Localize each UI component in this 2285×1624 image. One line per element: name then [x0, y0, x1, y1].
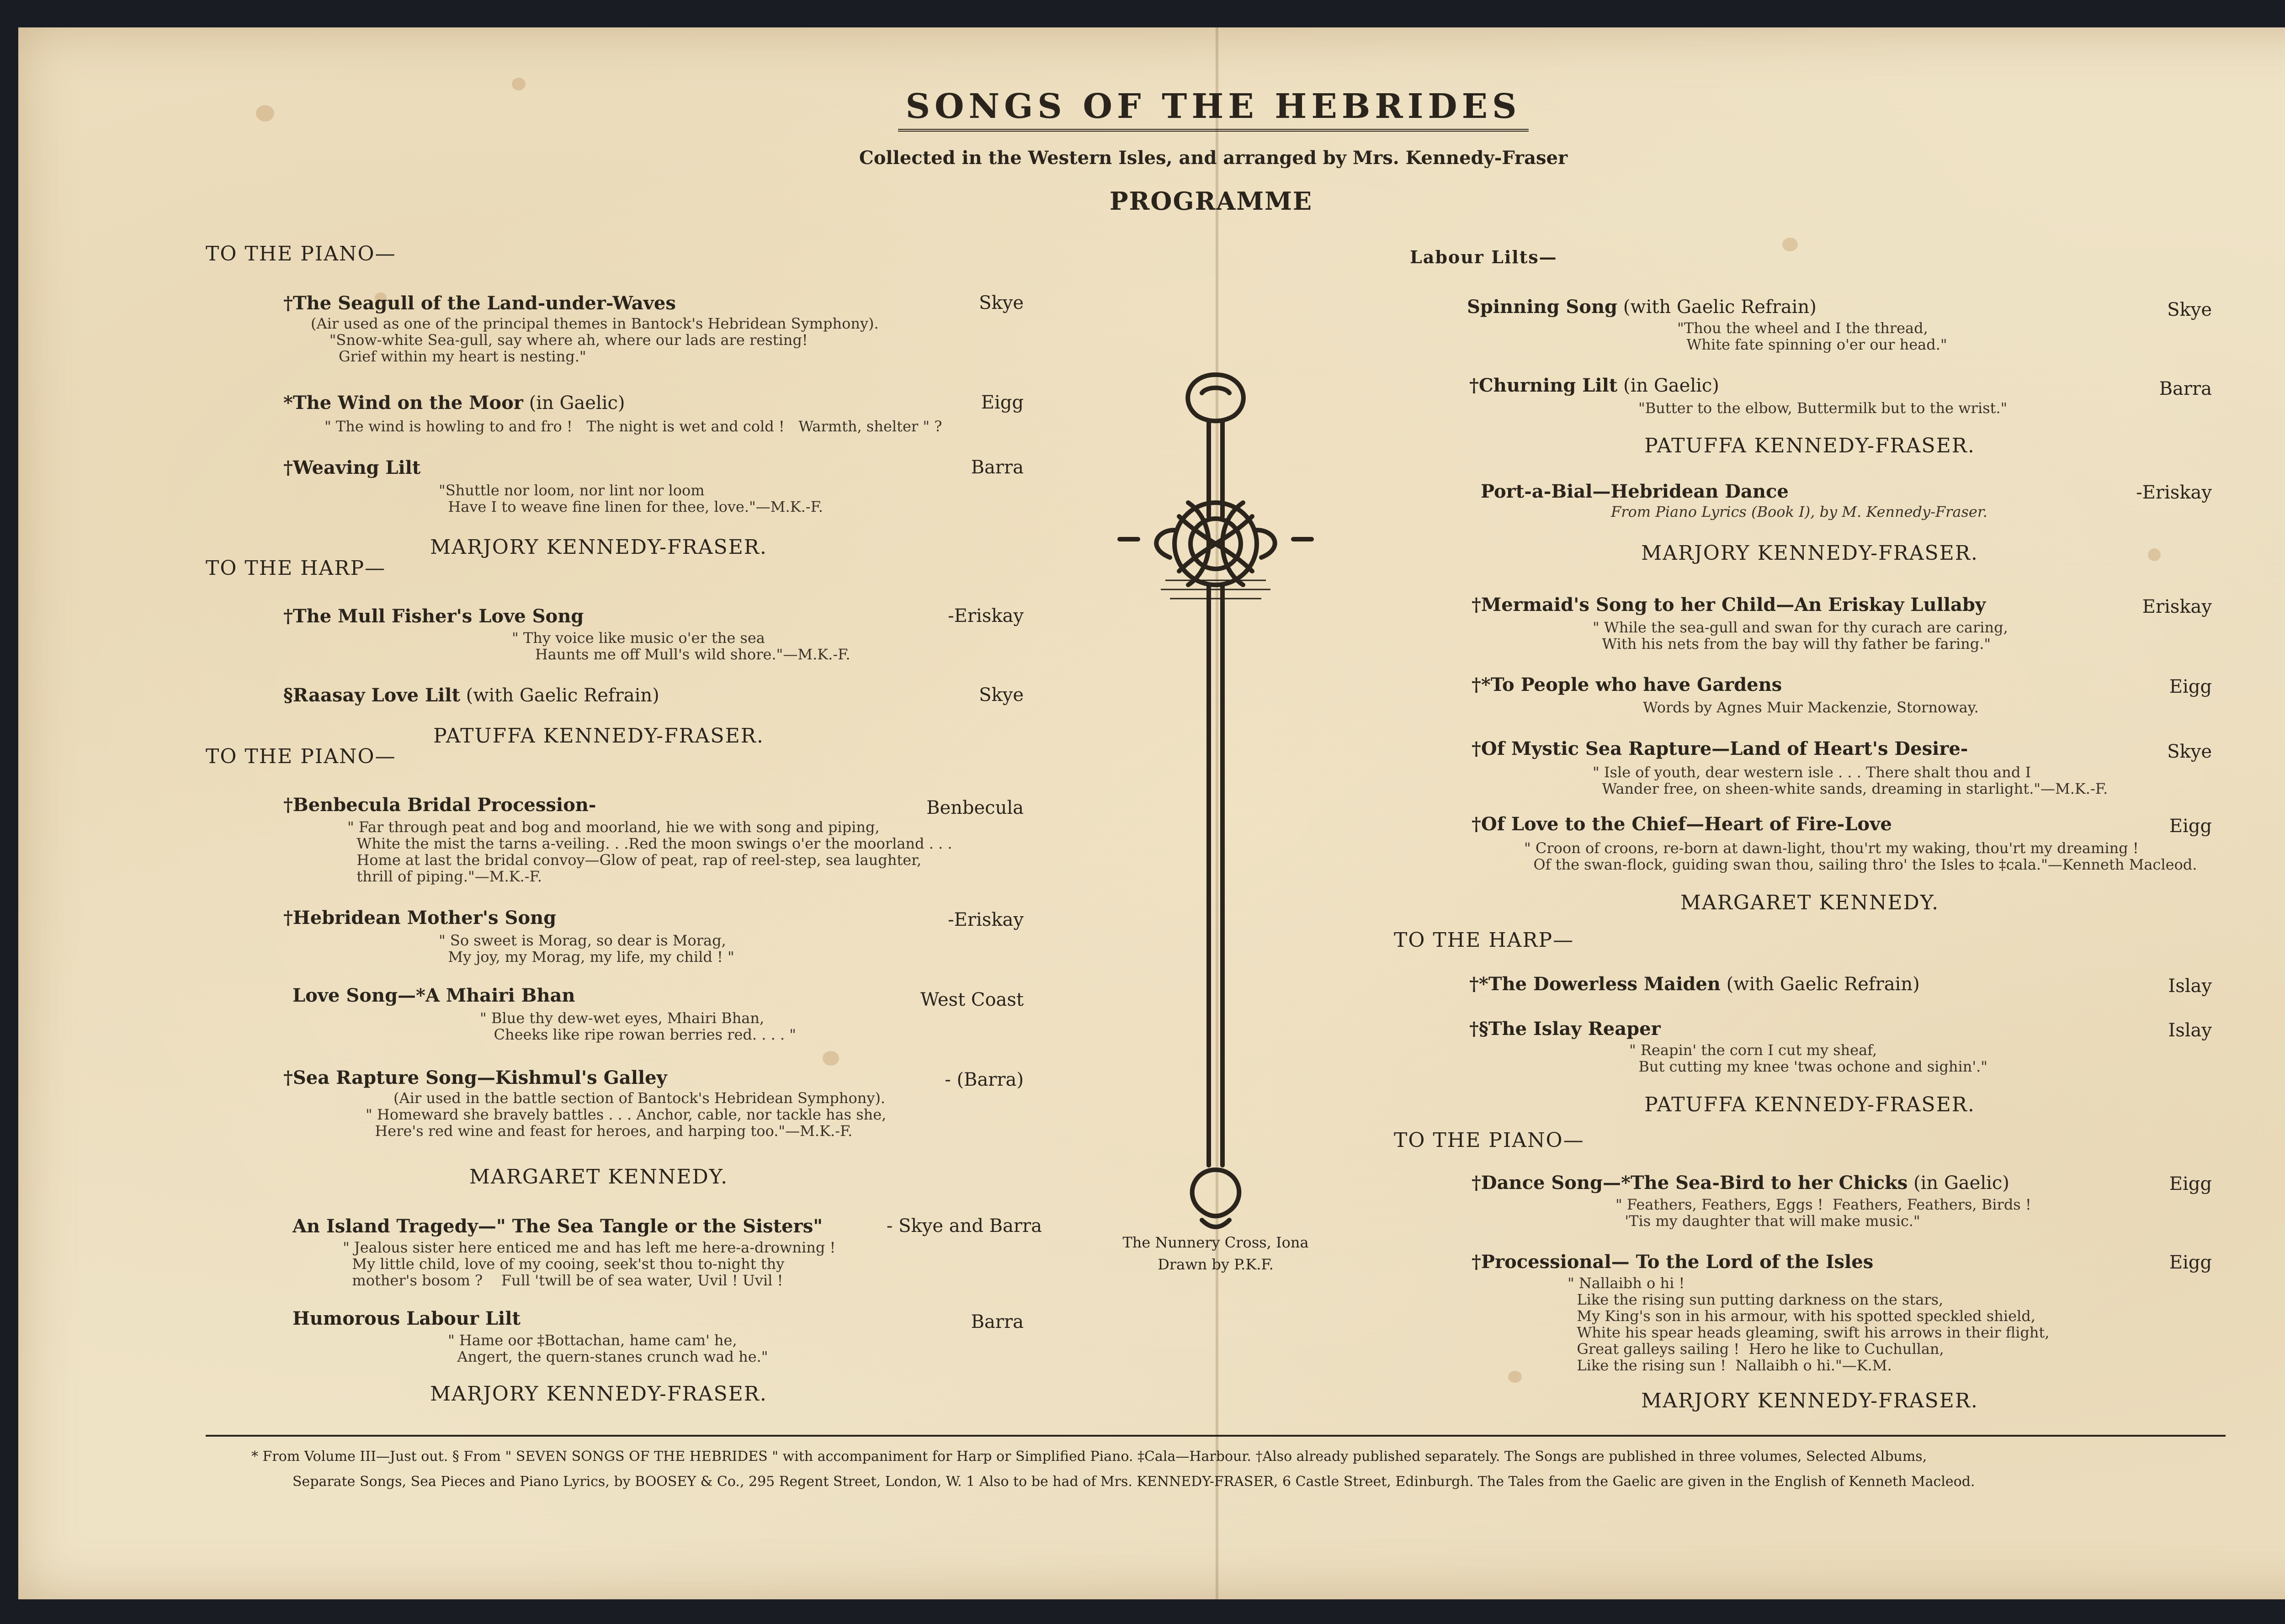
- footer-line: * From Volume III—Just out. § From " SEVEN SONGS OF THE HEBRIDES " with accompaniment for Harp or Simplified Piano. ‡Cala—Harbour. †Also already published separately. The Songs are published in three volumes, Selected Albums,: [251, 1449, 1927, 1465]
- song-title: An Island Tragedy—" The Sea Tangle or the Sisters": [292, 1215, 823, 1237]
- song-note: " Feathers, Feathers, Eggs ! Feathers, Feathers, Birds ! 'Tis my daughter that will make music.": [1615, 1196, 2031, 1230]
- section-heading: TO THE PIANO—: [206, 242, 396, 265]
- song-note: "Thou the wheel and I the thread, White fate spinning o'er our head.": [1677, 319, 1947, 353]
- song-note: " Isle of youth, dear western isle . . . There shalt thou and I Wander free, on sheen-white sands, dreaming in starlight."—M.K.-F.: [1593, 764, 2108, 797]
- foxing-spot: [1508, 1371, 1522, 1383]
- song-title: †Of Love to the Chief—Heart of Fire-Love: [1472, 813, 1892, 835]
- performer-name: MARGARET KENNEDY.: [1680, 891, 1940, 914]
- celtic-cross-drawing: [1111, 366, 1321, 1261]
- cross-credit: Drawn by P.K.F.: [1158, 1256, 1274, 1273]
- song-note: " Blue thy dew-wet eyes, Mhairi Bhan, Cheeks like ripe rowan berries red. . . . ": [480, 1009, 796, 1043]
- song-title: †Weaving Lilt: [283, 457, 421, 478]
- song-note: " Reapin' the corn I cut my sheaf, But cutting my knee 'twas ochone and sighin'.": [1629, 1041, 1988, 1075]
- footer-line: Separate Songs, Sea Pieces and Piano Lyrics, by BOOSEY & Co., 295 Regent Street, London, W. 1 Also to be had of Mrs. KENNEDY-FRASER, 6 Castle Street, Edinburgh. The Tales from the Gaelic are given in the English of Kenneth Macleod.: [292, 1474, 1975, 1490]
- song-note: (Air used in the battle section of Bantock's Hebridean Symphony). " Homeward she bravely battles . . . Anchor, cable, nor tackle has she, Here's red wine and feast for heroes, and harping too."—M.K.-F.: [366, 1089, 887, 1140]
- foxing-spot: [823, 1051, 839, 1066]
- section-heading: TO THE PIANO—: [206, 745, 396, 768]
- song-place: Islay: [2168, 976, 2212, 997]
- song-place: -Eriskay: [948, 909, 1024, 930]
- song-place: Islay: [2168, 1020, 2212, 1041]
- song-title: Port-a-Bial—Hebridean Dance: [1481, 481, 1789, 502]
- song-place: Barra: [971, 1311, 1024, 1332]
- song-note: " So sweet is Morag, so dear is Morag, My joy, my Morag, my life, my child ! ": [439, 932, 734, 966]
- song-note: " Far through peat and bog and moorland, hie we with song and piping, White the mist the tarns a-veiling. . .Red the moon swings o'er the moorland . . . Home at last the bridal convoy—Glow of peat, rap of reel-step, sea laughter, thrill of piping."—M.K.-F.: [347, 818, 952, 885]
- song-place: Skye: [2167, 299, 2212, 320]
- song-place: Skye: [2167, 741, 2212, 762]
- programme-heading: PROGRAMME: [1109, 186, 1313, 216]
- song-title: †*To People who have Gardens: [1472, 674, 1782, 695]
- song-title: *The Wind on the Moor (in Gaelic): [283, 392, 625, 414]
- song-place: Eigg: [2169, 1252, 2212, 1273]
- song-title: †Churning Lilt (in Gaelic): [1469, 375, 1719, 396]
- song-title: †Hebridean Mother's Song: [283, 907, 557, 929]
- song-place: Barra: [971, 457, 1024, 478]
- foxing-spot: [512, 78, 526, 90]
- song-title: †Processional— To the Lord of the Isles: [1472, 1251, 1874, 1273]
- song-place: - (Barra): [945, 1069, 1024, 1090]
- song-place: Eigg: [2169, 816, 2212, 837]
- song-title: †Of Mystic Sea Rapture—Land of Heart's Desire-: [1472, 738, 1968, 759]
- section-heading: TO THE HARP—: [1394, 929, 1574, 952]
- performer-name: PATUFFA KENNEDY-FRASER.: [1644, 1093, 1975, 1116]
- song-title: §Raasay Love Lilt (with Gaelic Refrain): [283, 685, 659, 706]
- song-place: Eriskay: [2142, 596, 2212, 617]
- page-subtitle: Collected in the Western Isles, and arranged by Mrs. Kennedy-Fraser: [859, 147, 1568, 169]
- foxing-spot: [2148, 548, 2161, 561]
- foxing-spot: [256, 105, 274, 122]
- song-title: Humorous Labour Lilt: [292, 1308, 521, 1329]
- song-place: Barra: [2159, 378, 2212, 399]
- song-note: " Croon of croons, re-born at dawn-light, thou'rt my waking, thou'rt my dreaming ! Of the swan-flock, guiding swan thou, sailing thro' the Isles to ‡cala."—Kenneth Macleod.: [1524, 839, 2197, 873]
- song-place: -Eriskay: [948, 605, 1024, 626]
- song-note: " Hame oor ‡Bottachan, hame cam' he, Angert, the quern-stanes crunch wad he.": [448, 1332, 768, 1365]
- song-note: "Shuttle nor loom, nor lint nor loom Have I to weave fine linen for thee, love."—M.K.-F.: [439, 482, 823, 515]
- song-title: Love Song—*A Mhairi Bhan: [292, 985, 575, 1006]
- song-title: †Mermaid's Song to her Child—An Eriskay Lullaby: [1472, 594, 1986, 616]
- song-title: Spinning Song (with Gaelic Refrain): [1467, 296, 1817, 318]
- footer-rule: [206, 1435, 2226, 1437]
- song-place: - Skye and Barra: [886, 1215, 1042, 1237]
- song-title: †Sea Rapture Song—Kishmul's Galley: [283, 1067, 667, 1088]
- song-title: †The Mull Fisher's Love Song: [283, 605, 584, 627]
- section-heading: TO THE PIANO—: [1394, 1129, 1584, 1152]
- section-heading: TO THE HARP—: [206, 557, 386, 580]
- song-note: " While the sea-gull and swan for thy curach are caring, With his nets from the bay will thy father be faring.": [1593, 619, 2008, 653]
- performer-name: MARJORY KENNEDY-FRASER.: [1641, 541, 1978, 565]
- song-title: †§The Islay Reaper: [1469, 1018, 1661, 1040]
- performer-name: PATUFFA KENNEDY-FRASER.: [1644, 434, 1975, 457]
- performer-name: PATUFFA KENNEDY-FRASER.: [433, 724, 764, 748]
- song-place: -Eriskay: [2136, 482, 2212, 503]
- performer-name: MARGARET KENNEDY.: [469, 1165, 728, 1189]
- song-title: †Benbecula Bridal Procession-: [283, 794, 596, 816]
- song-place: Skye: [979, 685, 1024, 706]
- song-note: From Piano Lyrics (Book I), by M. Kennedy-Fraser.: [1611, 503, 1987, 520]
- section-heading: Labour Lilts—: [1410, 247, 1557, 267]
- song-title: †Dance Song—*The Sea-Bird to her Chicks (in Gaelic): [1472, 1172, 2009, 1194]
- cross-caption: The Nunnery Cross, Iona: [1122, 1234, 1309, 1251]
- song-note: " The wind is howling to and fro ! The night is wet and cold ! Warmth, shelter " ?: [324, 418, 942, 435]
- song-place: Benbecula: [926, 797, 1024, 818]
- song-note: " Jealous sister here enticed me and has left me here-a-drowning ! My little child, love of my cooing, seek'st thou to-night thy mother's bosom ? Full 'twill be of sea water, Uvil ! Uvil !: [343, 1239, 836, 1289]
- performer-name: MARJORY KENNEDY-FRASER.: [430, 1382, 767, 1406]
- song-title: †*The Dowerless Maiden (with Gaelic Refrain): [1469, 973, 1920, 995]
- song-note: " Thy voice like music o'er the sea Haunts me off Mull's wild shore."—M.K.-F.: [512, 629, 850, 663]
- song-note: (Air used as one of the principal themes in Bantock's Hebridean Symphony). "Snow-white Sea-gull, say where ah, where our lads are resting! Grief within my heart is nesting.": [311, 315, 879, 365]
- performer-name: MARJORY KENNEDY-FRASER.: [1641, 1389, 1978, 1412]
- song-note: Words by Agnes Muir Mackenzie, Stornoway.: [1643, 699, 1979, 716]
- song-place: West Coast: [920, 989, 1024, 1010]
- page-title: SONGS OF THE HEBRIDES: [898, 87, 1529, 132]
- song-place: Eigg: [2169, 676, 2212, 697]
- song-place: Eigg: [2169, 1173, 2212, 1194]
- song-note: " Nallaibh o hi ! Like the rising sun putting darkness on the stars, My King's son in his armour, with his spotted speckled shield, White his spear heads gleaming, swift his arrows in their flight, Great galleys sailing ! Hero he like to Cuchullan, Like the rising sun ! Nallaibh o hi."—K.M.: [1568, 1274, 2050, 1374]
- song-title: †The Seagull of the Land-under-Waves: [283, 292, 676, 314]
- performer-name: MARJORY KENNEDY-FRASER.: [430, 536, 767, 559]
- song-place: Skye: [979, 292, 1024, 313]
- song-place: Eigg: [981, 392, 1024, 413]
- song-note: "Butter to the elbow, Buttermilk but to the wrist.": [1638, 399, 2008, 417]
- foxing-spot: [1782, 238, 1798, 251]
